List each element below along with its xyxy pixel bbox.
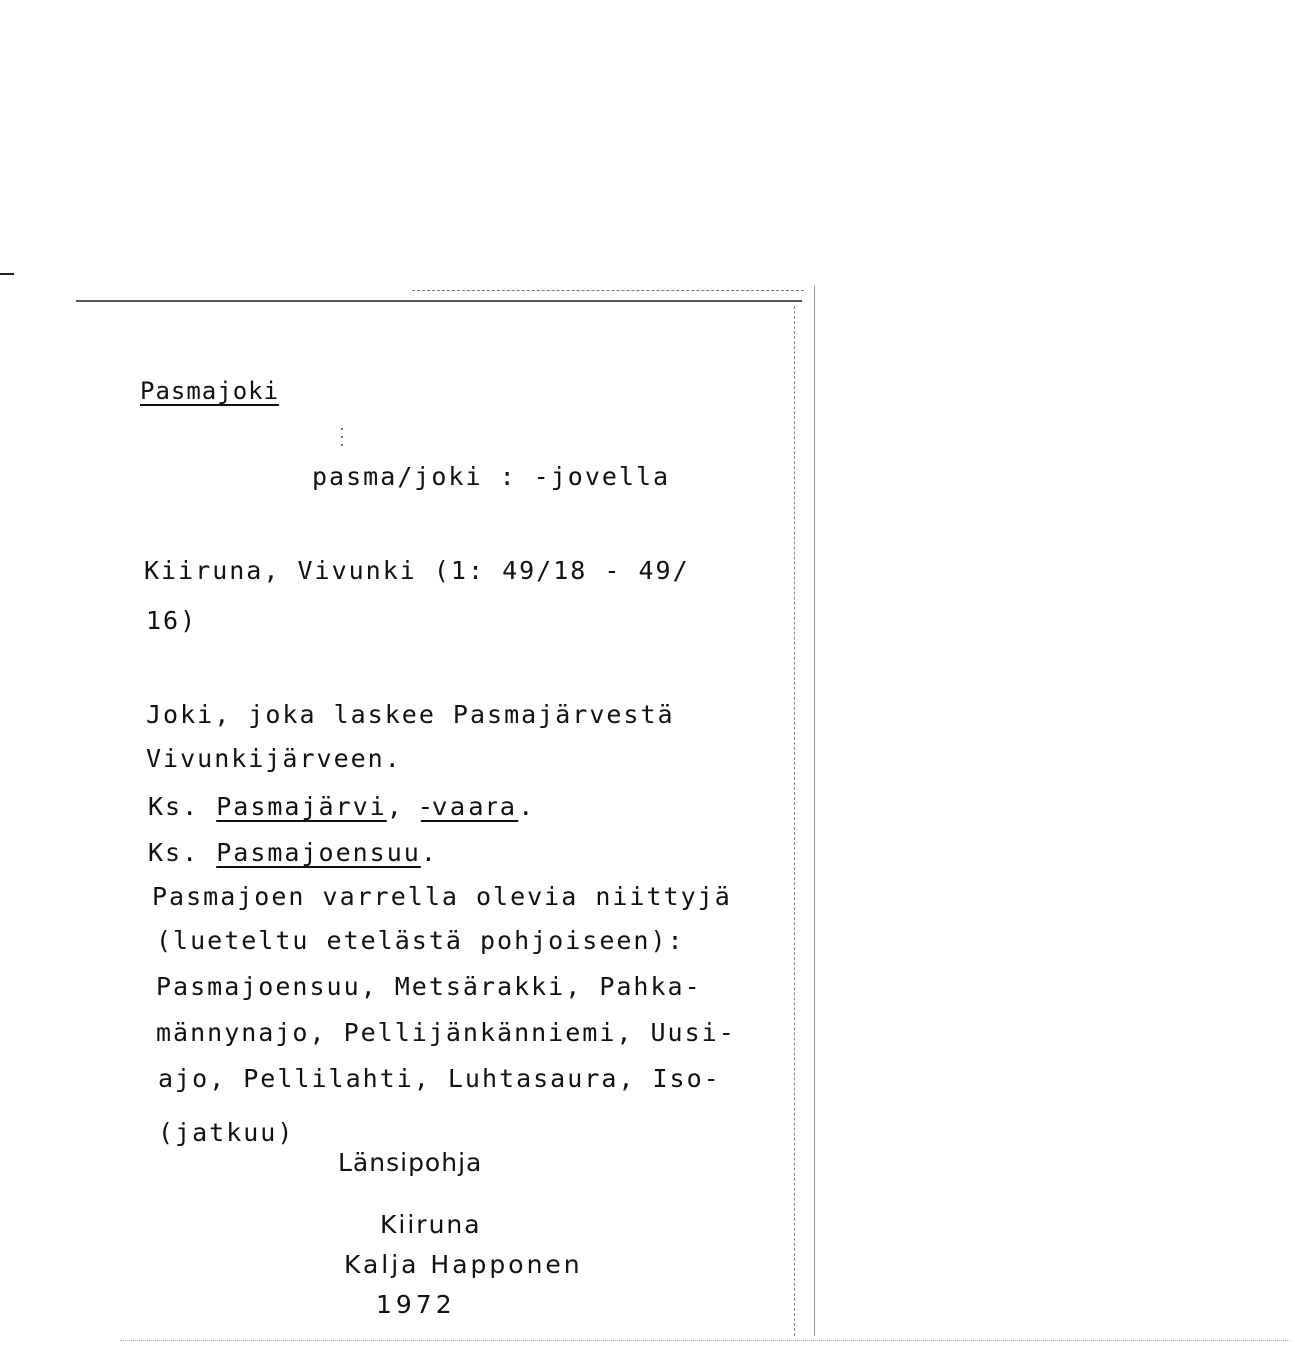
see-prefix: Ks. <box>148 838 200 867</box>
location-line-1: Kiiruna, Vivunki (1: 49/18 - 49/ <box>144 556 690 585</box>
speck <box>341 444 343 446</box>
card-title: Pasmajoki <box>140 377 280 405</box>
card-right-edge-outer <box>814 286 815 1336</box>
see-also-line-1 <box>148 792 535 822</box>
meadows-line-4: männynajo, Pellijänkänniemi, Uusi- <box>156 1018 736 1047</box>
continued-note: (jatkuu) <box>158 1118 295 1147</box>
meadows-line-5: ajo, Pellilahti, Luhtasaura, Iso- <box>158 1064 721 1093</box>
inflection-line: pasma/joki : -jovella <box>312 462 671 491</box>
description-line-1: Joki, joka laskee Pasmajärvestä <box>146 700 675 729</box>
speck <box>341 436 343 438</box>
see-end: . <box>420 838 438 867</box>
footer-collector: Kalja Happonen <box>344 1250 583 1279</box>
see-prefix: Ks. <box>148 792 200 821</box>
scan-bottom-edge <box>120 1340 1290 1341</box>
location-line-2: 16) <box>146 606 198 635</box>
see-end: . <box>518 792 536 821</box>
see-ref-link[interactable]: Pasmajoensuu <box>216 838 421 867</box>
speck <box>341 428 343 430</box>
footer-region: Länsipohja <box>338 1148 483 1177</box>
see-also-line-2 <box>148 838 438 868</box>
see-ref-link[interactable]: Pasmajärvi <box>216 792 387 821</box>
card-right-edge <box>794 306 795 1336</box>
see-separator: , <box>386 792 404 821</box>
meadows-line-3: Pasmajoensuu, Metsärakki, Pahka- <box>156 972 702 1001</box>
meadows-line-2: (lueteltu etelästä pohjoiseen): <box>156 926 685 955</box>
footer-year: 1972 <box>376 1290 456 1319</box>
see-ref-handwritten[interactable]: -vaara <box>420 792 519 821</box>
footer-municipality: Kiiruna <box>380 1210 482 1239</box>
description-line-2: Vivunkijärveen. <box>146 744 402 773</box>
margin-mark <box>0 273 14 275</box>
card-top-edge <box>76 300 802 302</box>
card-top-edge-shadow <box>412 290 804 291</box>
meadows-line-1: Pasmajoen varrella olevia niittyjä <box>152 882 732 911</box>
